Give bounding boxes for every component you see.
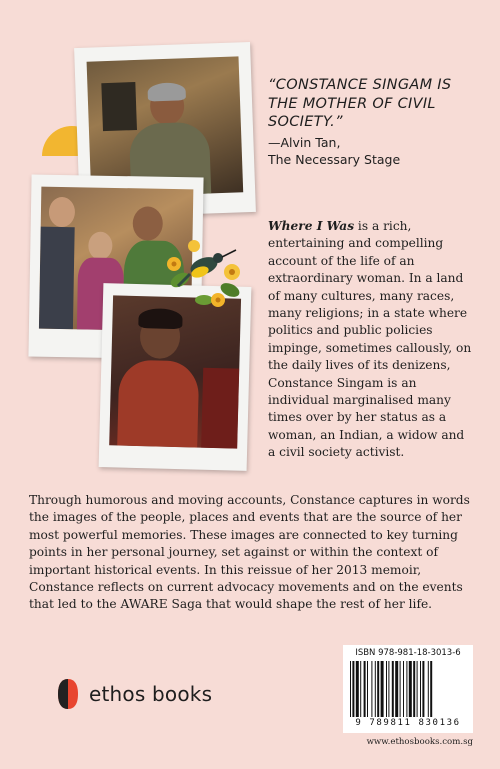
publisher-website: www.ethosbooks.com.sg: [366, 737, 473, 747]
book-title: Where I Was: [268, 219, 355, 233]
publisher-logo: [57, 678, 212, 710]
blurb-paragraph-2: Through humorous and moving accounts, Constance captures in words the images of the people, places and events that are the source of her most powerful memories. These images are connected to key turning points in her personal journey, set against or within the context of important historical events. In this reissue of her 2013 memoir, Constance reflects on current advocacy movements and on the events that led to the AWARE Saga that would shape the rest of her life.: [29, 493, 470, 612]
isbn-label: ISBN 978-981-18-3013-6: [355, 648, 461, 658]
blurb-paragraph-1: [268, 218, 474, 462]
publisher-name: ethos books: [89, 682, 213, 706]
photo-woman-at-podium: [109, 295, 241, 448]
ethos-logo-icon: [57, 678, 79, 710]
barcode-bars: [350, 661, 466, 717]
isbn-barcode: [343, 645, 473, 733]
quote-author: —Alvin Tan,: [268, 135, 341, 150]
flowers-and-bird-illustration: [160, 228, 250, 318]
endorsement-quote: “CONSTANCE SINGAM IS THE MOTHER OF CIVIL SOCIETY.”: [268, 77, 452, 130]
barcode-digits: 9 789811 830136: [355, 718, 461, 728]
blurb-paragraph-1-text: is a rich, entertaining and compelling account of the life of an extraordinary woman. In a land of many cultures, many races, many religions; in a state where politics and public policies impinge, sometimes callously, on the daily lives of its denizens, Constance Singam is an individual marginalised many times over by her status as a woman, an Indian, a widow and a civil society activist.: [268, 219, 472, 460]
quote-affiliation: The Necessary Stage: [268, 152, 401, 167]
quote-attribution: [268, 134, 473, 168]
